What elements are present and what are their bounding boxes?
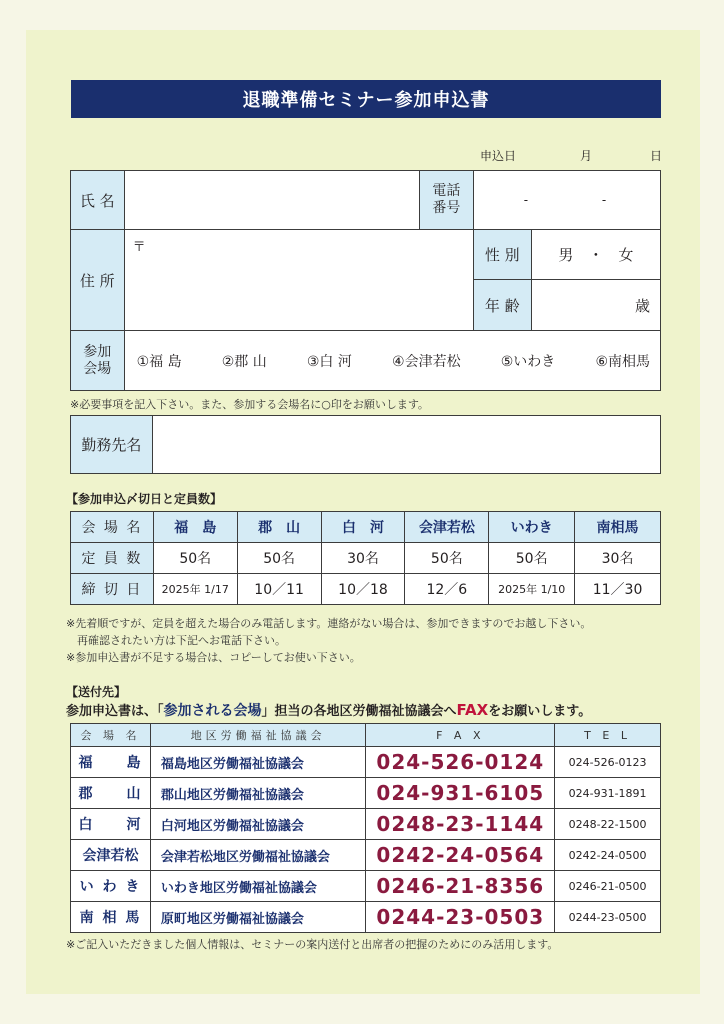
capacity-count-cell: 50名 xyxy=(237,543,321,574)
form-title: 退職準備セミナー参加申込書 xyxy=(71,80,661,118)
send-instruction-emphasis: 参加される会場 xyxy=(163,703,262,719)
capacity-venue-cell: 会津若松 xyxy=(405,512,489,543)
fax-table-header xyxy=(71,724,661,747)
venue-option-shirakawa[interactable]: ③白 河 xyxy=(306,353,352,370)
send-instruction-mid: 」担当の各地区労働福祉協議会へ xyxy=(261,704,457,719)
fax-number: 0246-21-8356 xyxy=(366,871,555,902)
capacity-section-title: 【参加申込〆切日と定員数】 xyxy=(66,492,223,506)
venue-option-fukushima[interactable]: ①福 島 xyxy=(136,353,182,370)
capacity-venue-cell: 南相馬 xyxy=(575,512,661,543)
table-row xyxy=(71,809,661,840)
capacity-count-cell: 50名 xyxy=(405,543,489,574)
workplace-table xyxy=(70,415,661,474)
capacity-deadline-cell: 12／6 xyxy=(405,574,489,605)
fax-council: 福島地区労働福祉協議会 xyxy=(150,747,366,778)
fax-venue: 南 相 馬 xyxy=(71,902,151,933)
postal-mark: 〒 xyxy=(132,240,146,255)
tel-number: 024-931-1891 xyxy=(555,778,661,809)
workplace-label: 勤務先名 xyxy=(71,416,153,474)
fax-council: 原町地区労働福祉協議会 xyxy=(150,902,366,933)
capacity-deadline-cell: 10／11 xyxy=(237,574,321,605)
gender-field[interactable]: 男 ・ 女 xyxy=(531,230,660,280)
fax-table xyxy=(70,723,661,933)
fax-number: 024-931-6105 xyxy=(366,778,555,809)
table-row xyxy=(71,871,661,902)
capacity-count-header: 定 員 数 xyxy=(71,543,154,574)
fax-council: いわき地区労働福祉協議会 xyxy=(150,871,366,902)
phone-label xyxy=(420,171,474,230)
phone-label-line2: 番号 xyxy=(432,200,461,216)
capacity-count-cell: 50名 xyxy=(153,543,237,574)
send-instruction-post: をお願いします。 xyxy=(488,704,592,719)
capacity-deadline-header: 締 切 日 xyxy=(71,574,154,605)
application-form-table xyxy=(70,170,661,391)
tel-number: 024-526-0123 xyxy=(555,747,661,778)
venue-label-line1: 参加 xyxy=(83,343,112,360)
table-row xyxy=(71,778,661,809)
name-field[interactable] xyxy=(124,171,420,230)
tel-number: 0248-22-1500 xyxy=(555,809,661,840)
tel-number: 0242-24-0500 xyxy=(555,840,661,871)
address-label: 住 所 xyxy=(71,230,125,331)
capacity-venue-cell: いわき xyxy=(489,512,575,543)
application-date xyxy=(480,147,665,163)
table-row xyxy=(71,840,661,871)
phone-label-line1: 電話 xyxy=(432,183,461,199)
required-note: ※必要事項を記入下さい。また、参加する会場名に○印をお願いします。 xyxy=(70,398,429,411)
fax-venue: い わ き xyxy=(71,871,151,902)
send-instruction-pre: 参加申込書は、「 xyxy=(66,704,164,719)
tel-number: 0246-21-0500 xyxy=(555,871,661,902)
application-month-label: 月 xyxy=(580,149,593,163)
venue-label-line2: 会場 xyxy=(83,360,112,377)
capacity-deadline-cell: 2025年 1/10 xyxy=(489,574,575,605)
age-field[interactable] xyxy=(531,280,660,331)
capacity-venue-cell: 白 河 xyxy=(321,512,405,543)
fax-council: 郡山地区労働福祉協議会 xyxy=(150,778,366,809)
capacity-deadline-cell: 10／18 xyxy=(321,574,405,605)
fax-venue: 会津若松 xyxy=(71,840,151,871)
note-first-come-line2: 再確認されたい方は下記へお電話下さい。 xyxy=(66,634,286,647)
fax-council: 会津若松地区労働福祉協議会 xyxy=(150,840,366,871)
capacity-count-row xyxy=(71,543,661,574)
venue-option-iwaki[interactable]: ⑤いわき xyxy=(500,353,556,370)
phone-dash-2: - xyxy=(601,193,607,207)
capacity-venue-header: 会 場 名 xyxy=(71,512,154,543)
send-section-title: 【送付先】 xyxy=(66,685,127,699)
fax-header-venue: 会 場 名 xyxy=(71,724,151,747)
age-unit: 歳 xyxy=(634,296,650,315)
capacity-venue-cell: 福 島 xyxy=(153,512,237,543)
capacity-venue-cell: 郡 山 xyxy=(237,512,321,543)
age-label: 年 齢 xyxy=(473,280,531,331)
venue-option-aizuwakamatsu[interactable]: ④会津若松 xyxy=(392,353,461,370)
venue-option-koriyama[interactable]: ②郡 山 xyxy=(221,353,267,370)
application-date-label: 申込日 xyxy=(480,149,517,163)
workplace-field[interactable] xyxy=(152,416,660,474)
gender-label: 性 別 xyxy=(473,230,531,280)
capacity-count-cell: 30名 xyxy=(321,543,405,574)
fax-number: 024-526-0124 xyxy=(366,747,555,778)
tel-number: 0244-23-0500 xyxy=(555,902,661,933)
note-copy: ※参加申込書が不足する場合は、コピーしてお使い下さい。 xyxy=(66,651,361,664)
fax-header-council: 地区労働福祉協議会 xyxy=(150,724,366,747)
table-row xyxy=(71,902,661,933)
address-field[interactable] xyxy=(124,230,473,331)
phone-field[interactable] xyxy=(473,171,660,230)
venue-options xyxy=(124,331,660,391)
fax-venue: 郡 山 xyxy=(71,778,151,809)
privacy-note: ※ご記入いただきました個人情報は、セミナーの案内送付と出席者の把握のためにのみ活用します。 xyxy=(66,938,559,951)
send-instruction-fax: FAX xyxy=(456,701,489,719)
capacity-venue-row xyxy=(71,512,661,543)
fax-number: 0244-23-0503 xyxy=(366,902,555,933)
fax-venue: 白 河 xyxy=(71,809,151,840)
table-row xyxy=(71,747,661,778)
capacity-deadline-row xyxy=(71,574,661,605)
fax-header-tel: T E L xyxy=(555,724,661,747)
capacity-deadline-cell: 11／30 xyxy=(575,574,661,605)
fax-number: 0248-23-1144 xyxy=(366,809,555,840)
application-day-label: 日 xyxy=(650,149,663,163)
capacity-deadline-cell: 2025年 1/17 xyxy=(153,574,237,605)
capacity-notes xyxy=(66,615,686,666)
send-instruction xyxy=(66,700,591,720)
fax-venue: 福 島 xyxy=(71,747,151,778)
capacity-count-cell: 30名 xyxy=(575,543,661,574)
note-first-come-line1: ※先着順ですが、定員を超えた場合のみ電話します。連絡がない場合は、参加できますのでお越し下さい。 xyxy=(66,617,592,630)
name-label: 氏 名 xyxy=(71,171,125,230)
fax-header-fax: F A X xyxy=(366,724,555,747)
venue-option-minamisoma[interactable]: ⑥南相馬 xyxy=(595,353,650,370)
capacity-table xyxy=(70,511,661,605)
fax-number: 0242-24-0564 xyxy=(366,840,555,871)
capacity-count-cell: 50名 xyxy=(489,543,575,574)
phone-dash-1: - xyxy=(523,193,529,207)
venue-label xyxy=(71,331,125,391)
fax-council: 白河地区労働福祉協議会 xyxy=(150,809,366,840)
